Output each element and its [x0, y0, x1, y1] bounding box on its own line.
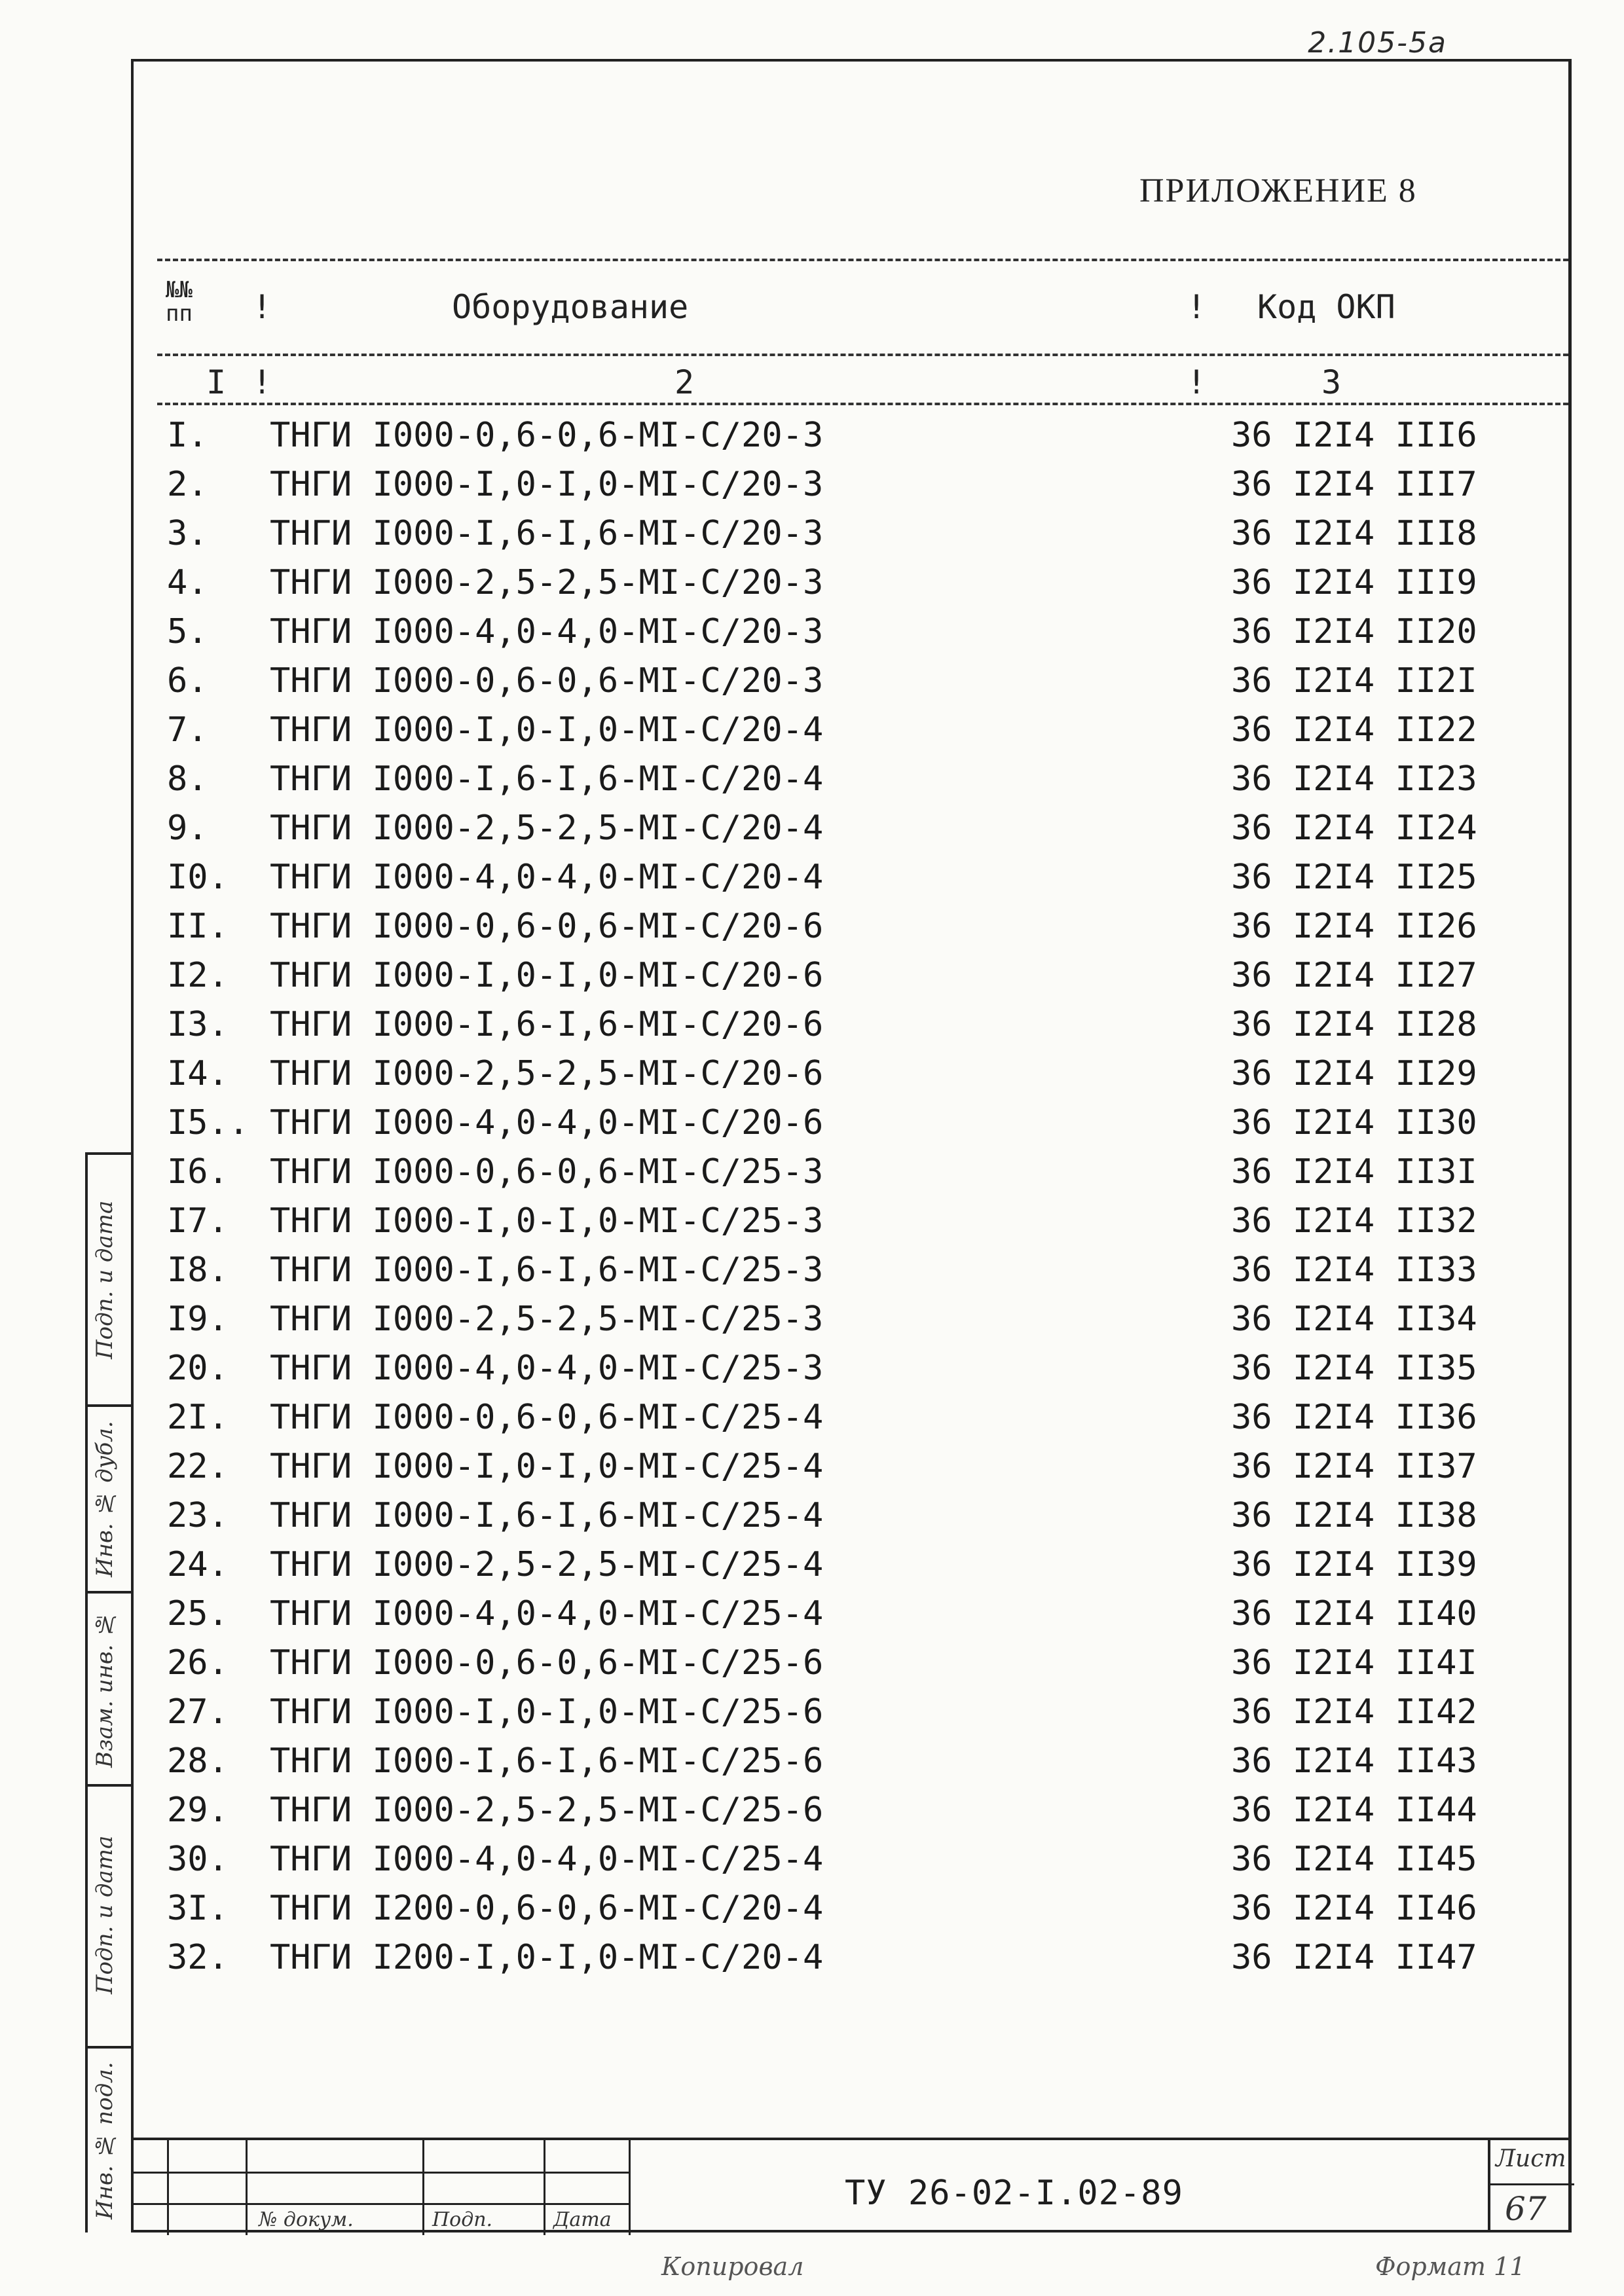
okp-code: 36 I2I4 II44 [1231, 1791, 1477, 1830]
table-row [0, 1246, 1624, 1295]
sidebar-divider [85, 1784, 131, 1787]
row-number: I4. [167, 1054, 229, 1093]
title-block-divider [246, 2140, 248, 2235]
row-number: 29. [167, 1791, 229, 1830]
equipment-name: ТНГИ I000-0,6-0,6-МI-С/20-6 [270, 907, 824, 946]
equipment-name: ТНГИ I000-I,0-I,0-МI-С/25-4 [270, 1447, 824, 1486]
equipment-name: ТНГИ I000-I,6-I,6-МI-С/25-3 [270, 1250, 824, 1290]
column-number-3: 3 [1321, 363, 1342, 401]
table-row [0, 1737, 1624, 1786]
date-label: Дата [553, 2208, 612, 2231]
row-number: 7. [167, 710, 208, 750]
equipment-name: ТНГИ I000-4,0-4,0-МI-С/25-4 [270, 1594, 824, 1633]
table-row [0, 1884, 1624, 1933]
table-row [0, 755, 1624, 804]
column-header-equipment: Оборудование [452, 288, 689, 326]
sidebar-border [85, 1152, 88, 2232]
table-row [0, 1049, 1624, 1099]
column-number-1: I [206, 363, 227, 401]
okp-code: 36 I2I4 II22 [1231, 710, 1477, 750]
format-note: Формат 11 [1375, 2252, 1526, 2281]
binding-sidebar [85, 1152, 131, 2232]
okp-code: 36 I2I4 II2I [1231, 661, 1477, 701]
okp-code: 36 I2I4 III9 [1231, 563, 1477, 602]
title-block-divider [629, 2140, 631, 2235]
equipment-name: ТНГИ I000-2,5-2,5-МI-С/25-6 [270, 1791, 824, 1830]
header-top-rule [157, 259, 1568, 261]
table-row [0, 1344, 1624, 1393]
okp-code: 36 I2I4 II38 [1231, 1496, 1477, 1535]
copied-note: Копировал [661, 2252, 804, 2281]
appendix-title: ПРИЛОЖЕНИЕ 8 [1139, 172, 1417, 210]
header-separator: ! [252, 288, 272, 326]
okp-code: 36 I2I4 II27 [1231, 956, 1477, 995]
document-designation: ТУ 26-02-I.02-89 [845, 2174, 1183, 2213]
title-block-row-line [131, 2203, 629, 2205]
table-row [0, 1540, 1624, 1590]
equipment-name: ТНГИ I000-2,5-2,5-МI-С/20-3 [270, 563, 824, 602]
row-number: 5. [167, 612, 208, 651]
okp-code: 36 I2I4 II33 [1231, 1250, 1477, 1290]
table-row [0, 608, 1624, 657]
equipment-name: ТНГИ I000-I,0-I,0-МI-С/20-3 [270, 465, 824, 504]
table-row [0, 1000, 1624, 1049]
row-number: 4. [167, 563, 208, 602]
row-number: 9. [167, 809, 208, 848]
equipment-name: ТНГИ I000-2,5-2,5-МI-С/25-4 [270, 1545, 824, 1584]
row-number: II. [167, 907, 229, 946]
okp-code: 36 I2I4 II3I [1231, 1152, 1477, 1192]
equipment-name: ТНГИ I000-2,5-2,5-МI-С/20-4 [270, 809, 824, 848]
equipment-name: ТНГИ I000-0,6-0,6-МI-С/20-3 [270, 661, 824, 701]
equipment-name: ТНГИ I000-I,6-I,6-МI-С/25-4 [270, 1496, 824, 1535]
table-row [0, 1197, 1624, 1246]
equipment-name: ТНГИ I000-2,5-2,5-МI-С/20-6 [270, 1054, 824, 1093]
row-number: I3. [167, 1005, 229, 1044]
equipment-name: ТНГИ I000-I,6-I,6-МI-С/25-6 [270, 1741, 824, 1781]
row-number: 3. [167, 514, 208, 553]
okp-code: 36 I2I4 II37 [1231, 1447, 1477, 1486]
sidebar-divider [85, 1404, 131, 1407]
row-number: 24. [167, 1545, 229, 1584]
equipment-name: ТНГИ I200-0,6-0,6-МI-С/20-4 [270, 1889, 824, 1928]
row-number: 26. [167, 1643, 229, 1683]
equipment-name: ТНГИ I000-I,0-I,0-МI-С/25-6 [270, 1692, 824, 1732]
row-number: 2I. [167, 1398, 229, 1437]
okp-code: 36 I2I4 II45 [1231, 1840, 1477, 1879]
row-number: I0. [167, 858, 229, 897]
table-row [0, 460, 1624, 509]
sidebar-label-dup-inv: Инв. № дубл. [92, 1421, 118, 1578]
okp-code: 36 I2I4 II46 [1231, 1889, 1477, 1928]
okp-code: 36 I2I4 II35 [1231, 1349, 1477, 1388]
table-row [0, 1491, 1624, 1540]
row-number: I9. [167, 1300, 229, 1339]
equipment-name: ТНГИ I000-I,6-I,6-МI-С/20-3 [270, 514, 824, 553]
signature-label: Подп. [432, 2208, 493, 2231]
title-block-row-line [131, 2172, 629, 2174]
header-separator: ! [252, 363, 272, 401]
okp-code: 36 I2I4 II29 [1231, 1054, 1477, 1093]
title-block-divider [544, 2140, 545, 2235]
title-block-divider [167, 2140, 169, 2235]
row-number: 2. [167, 465, 208, 504]
column-header-number: №№ пп [166, 277, 193, 327]
equipment-name: ТНГИ I000-I,0-I,0-МI-С/25-3 [270, 1201, 824, 1241]
column-header-code: Код ОКП [1257, 288, 1395, 326]
equipment-name: ТНГИ I000-2,5-2,5-МI-С/25-3 [270, 1300, 824, 1339]
equipment-name: ТНГИ I000-4,0-4,0-МI-С/25-4 [270, 1840, 824, 1879]
title-block-divider [422, 2140, 424, 2235]
table-row [0, 853, 1624, 902]
table-row [0, 1099, 1624, 1148]
row-number: 25. [167, 1594, 229, 1633]
sheet-number: 67 [1505, 2190, 1547, 2228]
okp-code: 36 I2I4 II47 [1231, 1938, 1477, 1977]
table-row [0, 1639, 1624, 1688]
okp-code: 36 I2I4 II32 [1231, 1201, 1477, 1241]
doc-number-label: № докум. [259, 2208, 354, 2231]
row-number: 30. [167, 1840, 229, 1879]
sidebar-label-orig-inv: Инв. № подл. [92, 2062, 118, 2220]
equipment-name: ТНГИ I200-I,0-I,0-МI-С/20-4 [270, 1938, 824, 1977]
table-row [0, 1688, 1624, 1737]
okp-code: 36 I2I4 II4I [1231, 1643, 1477, 1683]
row-number: 27. [167, 1692, 229, 1732]
equipment-name: ТНГИ I000-I,6-I,6-МI-С/20-4 [270, 759, 824, 799]
table-row [0, 1933, 1624, 1982]
row-number: I2. [167, 956, 229, 995]
row-number: 22. [167, 1447, 229, 1486]
equipment-name: ТНГИ I000-4,0-4,0-МI-С/20-6 [270, 1103, 824, 1142]
row-number: 28. [167, 1741, 229, 1781]
table-row [0, 951, 1624, 1000]
row-number: 20. [167, 1349, 229, 1388]
table-row [0, 804, 1624, 853]
table-row [0, 706, 1624, 755]
okp-code: 36 I2I4 III8 [1231, 514, 1477, 553]
equipment-name: ТНГИ I000-4,0-4,0-МI-С/20-3 [270, 612, 824, 651]
equipment-name: ТНГИ I000-I,0-I,0-МI-С/20-6 [270, 956, 824, 995]
sidebar-divider [85, 1152, 131, 1155]
row-number: 3I. [167, 1889, 229, 1928]
document-reference: 2.105-5а [1308, 26, 1447, 60]
row-number: I8. [167, 1250, 229, 1290]
sidebar-label-sign-date-2: Подп. и дата [92, 1835, 118, 1995]
okp-code: 36 I2I4 II40 [1231, 1594, 1477, 1633]
row-number: 32. [167, 1938, 229, 1977]
equipment-name: ТНГИ I000-0,6-0,6-МI-С/25-6 [270, 1643, 824, 1683]
table-row [0, 1393, 1624, 1442]
column-number-2: 2 [674, 363, 695, 401]
okp-code: 36 I2I4 II43 [1231, 1741, 1477, 1781]
table-row [0, 1590, 1624, 1639]
okp-code: 36 I2I4 III6 [1231, 416, 1477, 455]
row-number: 6. [167, 661, 208, 701]
table-row [0, 558, 1624, 608]
okp-code: 36 I2I4 II34 [1231, 1300, 1477, 1339]
header-separator: ! [1187, 363, 1207, 401]
okp-code: 36 I2I4 II24 [1231, 809, 1477, 848]
table-row [0, 509, 1624, 558]
table-row [0, 1835, 1624, 1884]
row-number: I. [167, 416, 208, 455]
okp-code: 36 I2I4 II26 [1231, 907, 1477, 946]
row-number: I7. [167, 1201, 229, 1241]
sheet-box [1488, 2138, 1574, 2232]
table-row [0, 411, 1624, 460]
okp-code: 36 I2I4 II42 [1231, 1692, 1477, 1732]
row-number: I5.. [167, 1103, 249, 1142]
table-row [0, 1148, 1624, 1197]
okp-code: 36 I2I4 II30 [1231, 1103, 1477, 1142]
equipment-name: ТНГИ I000-0,6-0,6-МI-С/20-3 [270, 416, 824, 455]
header-middle-rule [157, 354, 1568, 356]
sidebar-divider [85, 1591, 131, 1594]
equipment-name: ТНГИ I000-I,6-I,6-МI-С/20-6 [270, 1005, 824, 1044]
sidebar-divider [85, 2046, 131, 2049]
equipment-name: ТНГИ I000-0,6-0,6-МI-С/25-3 [270, 1152, 824, 1192]
row-number: 23. [167, 1496, 229, 1535]
sidebar-label-replace-inv: Взам. инв. № [92, 1611, 118, 1768]
sheet-label: Лист [1496, 2145, 1566, 2172]
equipment-name: ТНГИ I000-I,0-I,0-МI-С/20-4 [270, 710, 824, 750]
okp-code: 36 I2I4 II20 [1231, 612, 1477, 651]
table-row [0, 657, 1624, 706]
table-row [0, 1442, 1624, 1491]
header-separator: ! [1187, 288, 1207, 326]
sheet-box-divider [1490, 2183, 1574, 2185]
table-row [0, 1786, 1624, 1835]
equipment-name: ТНГИ I000-0,6-0,6-МI-С/25-4 [270, 1398, 824, 1437]
equipment-name: ТНГИ I000-4,0-4,0-МI-С/20-4 [270, 858, 824, 897]
okp-code: 36 I2I4 II36 [1231, 1398, 1477, 1437]
sidebar-label-sign-date: Подп. и дата [92, 1200, 118, 1360]
header-bottom-rule [157, 403, 1568, 405]
okp-code: 36 I2I4 II28 [1231, 1005, 1477, 1044]
equipment-name: ТНГИ I000-4,0-4,0-МI-С/25-3 [270, 1349, 824, 1388]
row-number: 8. [167, 759, 208, 799]
okp-code: 36 I2I4 II39 [1231, 1545, 1477, 1584]
okp-code: 36 I2I4 II23 [1231, 759, 1477, 799]
table-row [0, 1295, 1624, 1344]
okp-code: 36 I2I4 III7 [1231, 465, 1477, 504]
okp-code: 36 I2I4 II25 [1231, 858, 1477, 897]
row-number: I6. [167, 1152, 229, 1192]
table-row [0, 902, 1624, 951]
